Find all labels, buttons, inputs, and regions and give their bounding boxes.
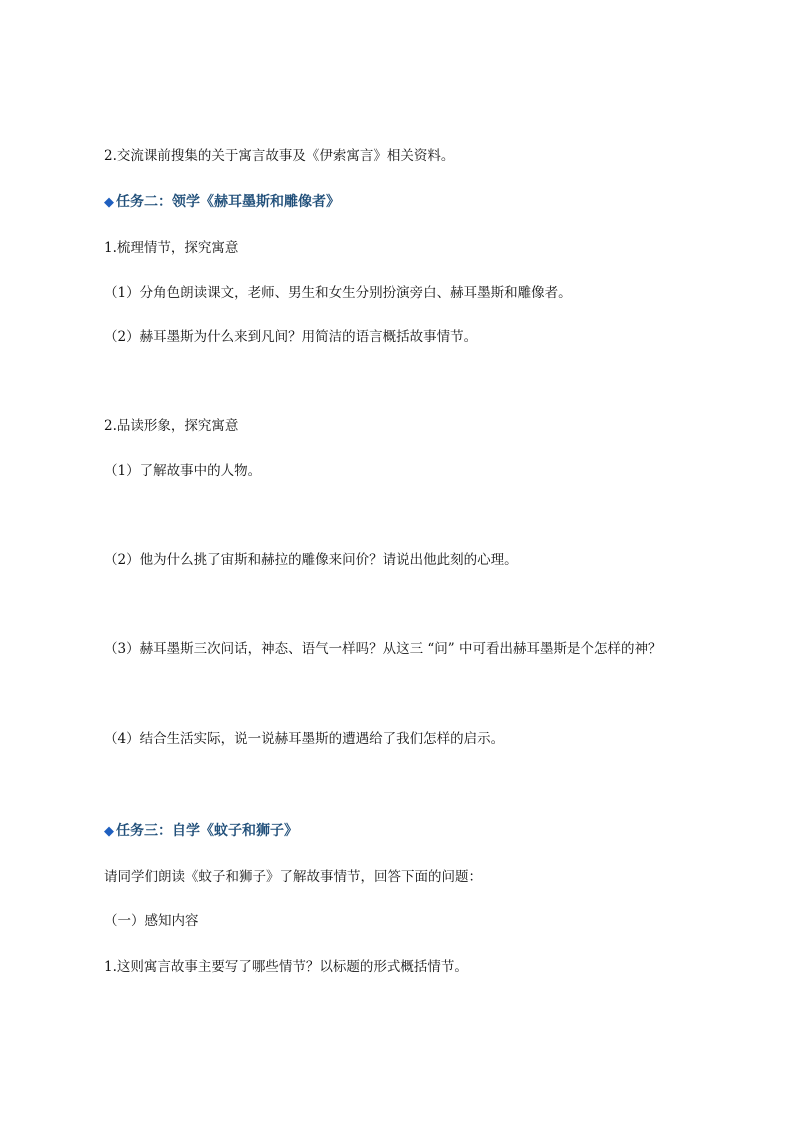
paragraph-why-hermes: （2）赫耳墨斯为什么来到凡间？用简洁的语言概括故事情节。 [104, 329, 478, 345]
diamond-bullet-icon: ◆ [104, 195, 114, 210]
paragraph-read-mosquito-lion: 请同学们朗读《蚊子和狮子》了解故事情节，回答下面的问题： [104, 869, 482, 885]
paragraph-summarize-plot: 1.这则寓言故事主要写了哪些情节？以标题的形式概括情节。 [104, 959, 468, 975]
section-heading-task-three [104, 821, 298, 842]
paragraph-analyze-image: 2.品读形象，探究寓意 [104, 418, 239, 434]
paragraph-collect-materials: 2.交流课前搜集的关于寓言故事及《伊索寓言》相关资料。 [104, 148, 455, 164]
section-heading-task-two [104, 192, 340, 213]
paragraph-three-questions: （3）赫耳墨斯三次问话，神态、语气一样吗？从这三 “问” 中可看出赫耳墨斯是个怎样的神？ [104, 641, 662, 657]
paragraph-role-reading: （1）分角色朗读课文，老师、男生和女生分别扮演旁白、赫耳墨斯和雕像者。 [104, 285, 572, 301]
paragraph-perceive-content: （一）感知内容 [104, 913, 199, 929]
diamond-bullet-icon: ◆ [104, 824, 114, 839]
paragraph-understand-characters: （1）了解故事中的人物。 [104, 463, 262, 479]
paragraph-statue-price: （2）他为什么挑了宙斯和赫拉的雕像来问价？请说出他此刻的心理。 [104, 552, 518, 568]
section-heading-task-three-text: 任务三：自学《蚊子和狮子》 [116, 823, 298, 839]
paragraph-sort-plot: 1.梳理情节，探究寓意 [104, 240, 239, 256]
section-heading-task-two-text: 任务二：领学《赫耳墨斯和雕像者》 [116, 194, 340, 210]
paragraph-life-lesson: （4）结合生活实际，说一说赫耳墨斯的遭遇给了我们怎样的启示。 [104, 731, 505, 747]
